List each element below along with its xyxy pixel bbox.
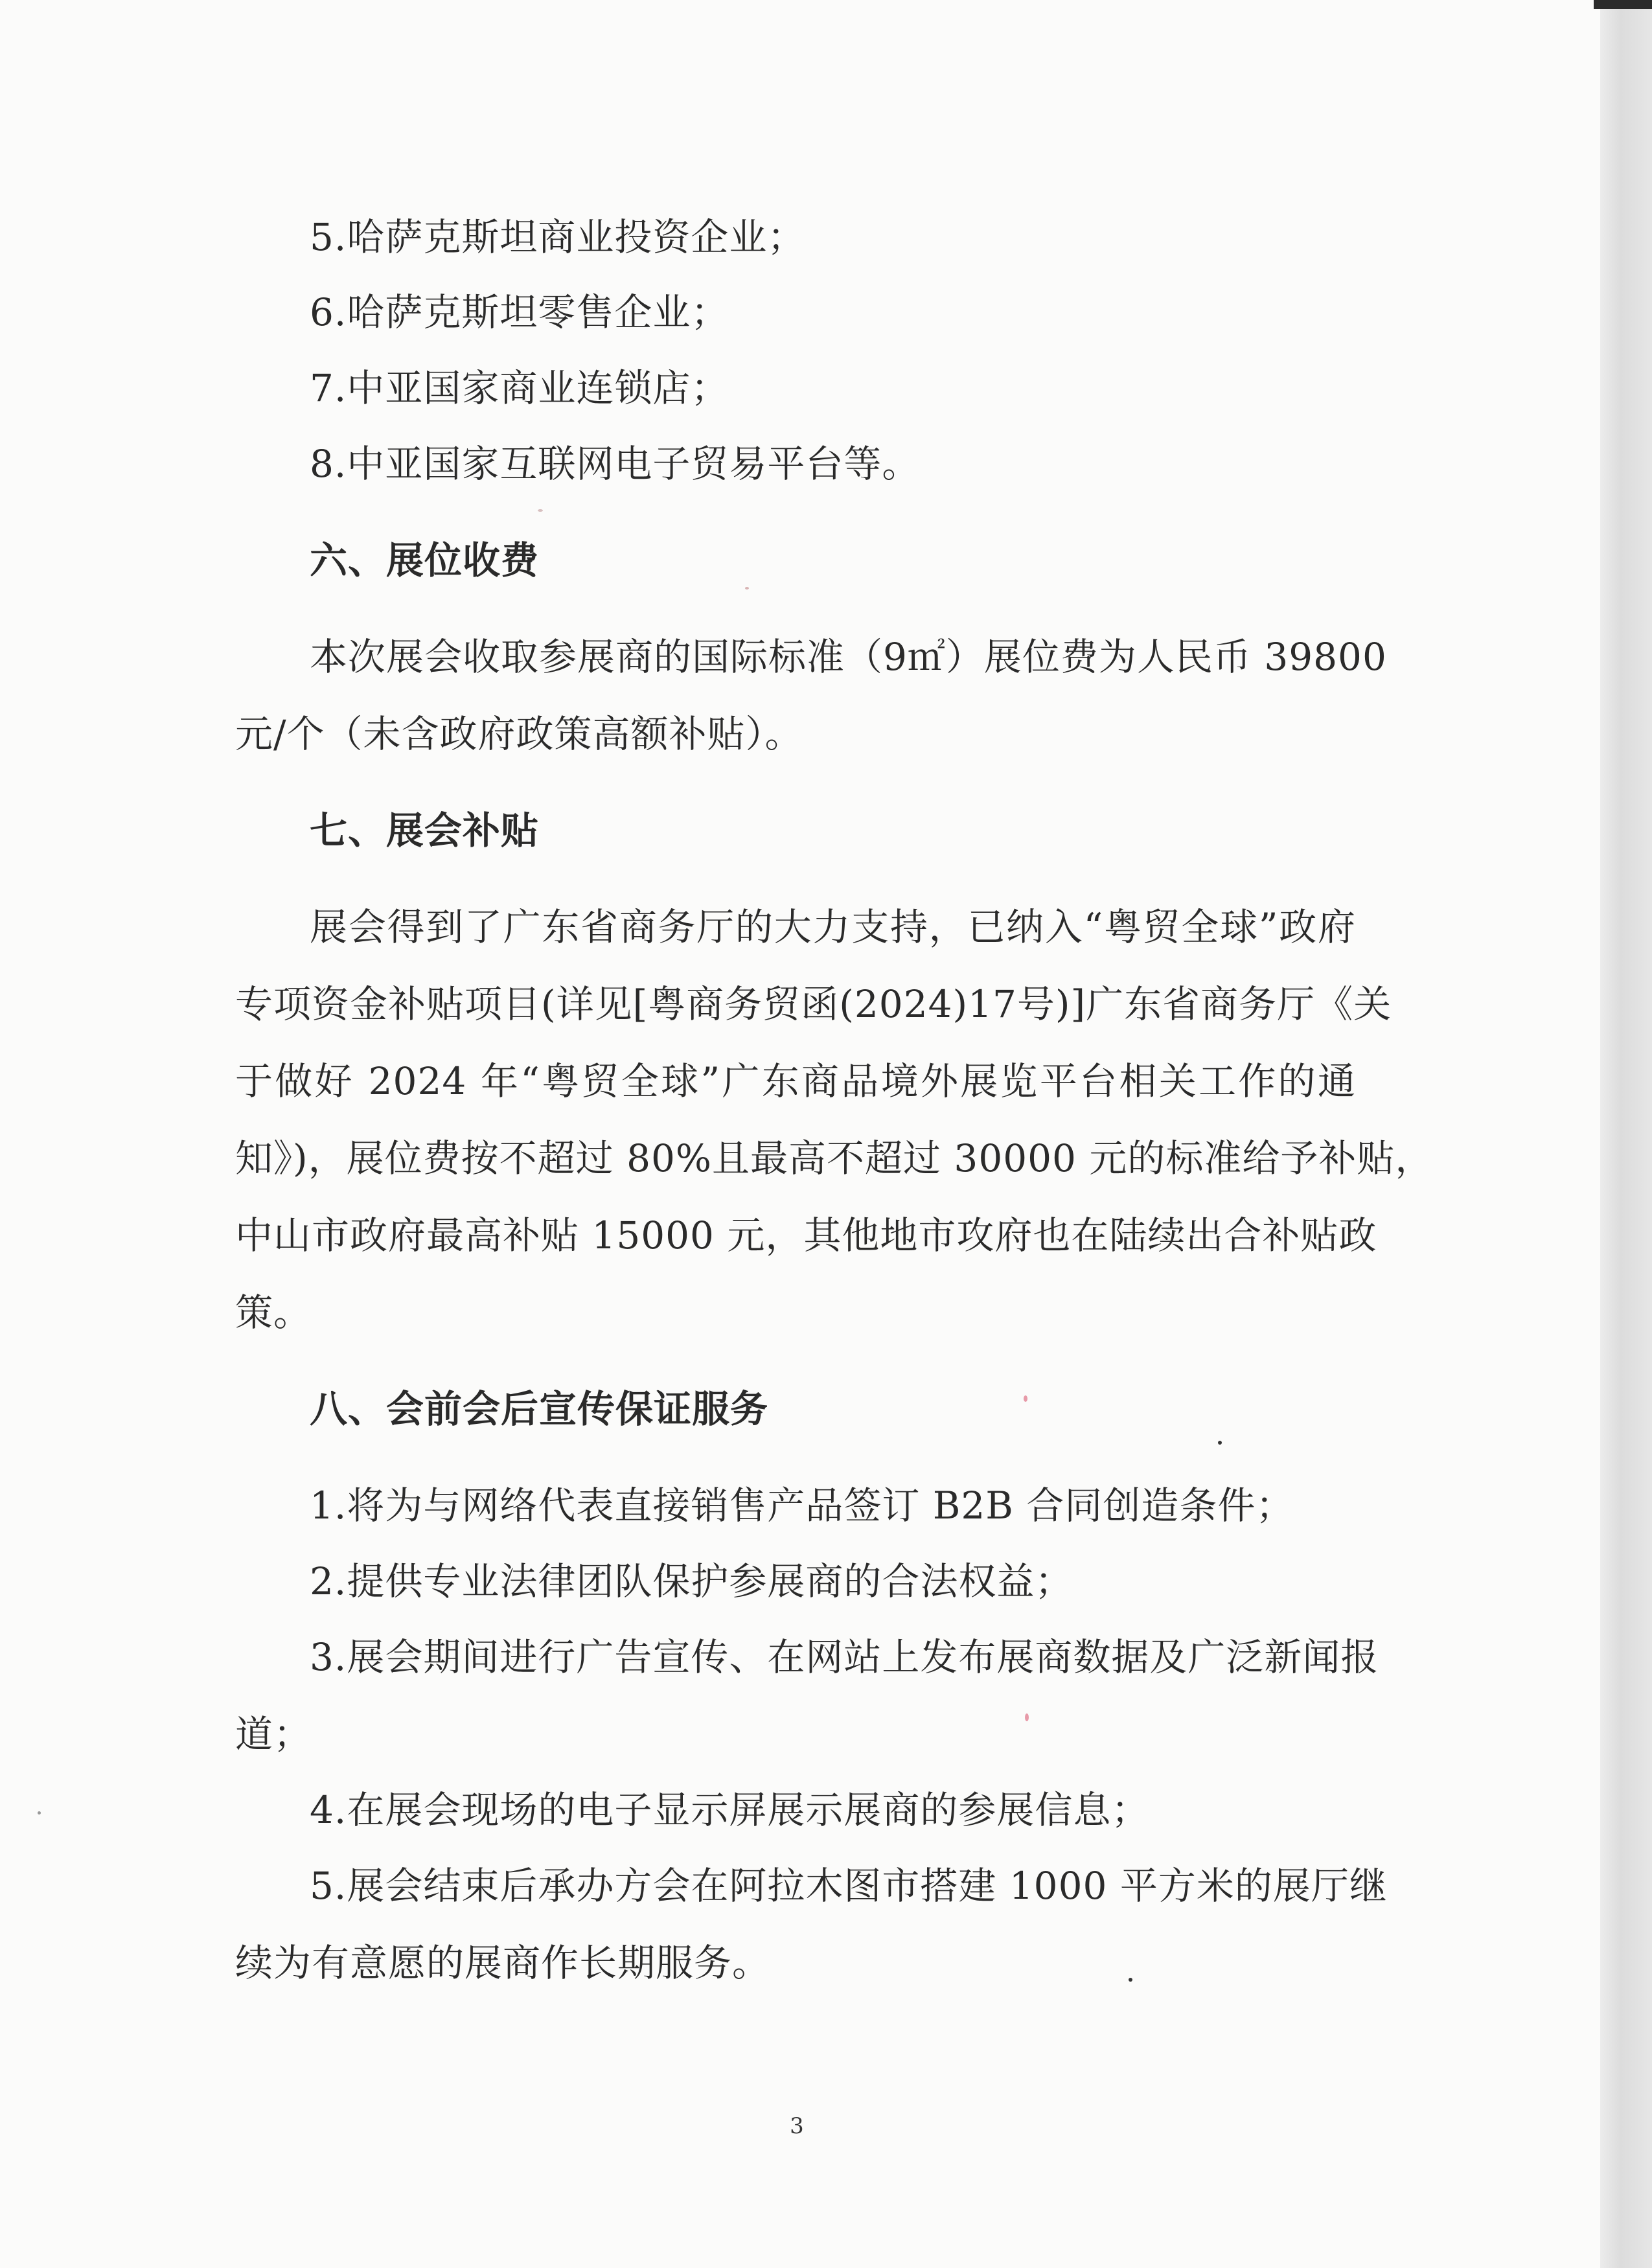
scan-speck: [1025, 1713, 1029, 1721]
list-item-continuation: 道；: [235, 1712, 312, 1756]
scan-edge-top: [1594, 0, 1652, 9]
list-item: 6.哈萨克斯坦零售企业；: [310, 290, 729, 334]
paragraph-line: 展会得到了广东省商务厅的大力支持，已纳入“粤贸全球”政府: [310, 905, 1356, 949]
paragraph-line: 中山市政府最高补贴 15000 元，其他地市攻府也在陆续出合补贴政: [235, 1213, 1377, 1257]
list-item: 2.提供专业法律团队保护参展商的合法权益；: [310, 1559, 1073, 1603]
list-item-continuation: 续为有意愿的展商作长期服务。: [235, 1941, 771, 1985]
list-item: 5.哈萨克斯坦商业投资企业；: [310, 215, 806, 259]
page-number: 3: [790, 2113, 804, 2139]
section-heading: 七、展会补贴: [310, 808, 540, 853]
list-item: 7.中亚国家商业连锁店；: [310, 366, 729, 410]
scan-speck: [1218, 1441, 1222, 1445]
scan-speck: [1129, 1978, 1132, 1982]
list-item: 8.中亚国家互联网电子贸易平台等。: [310, 442, 921, 486]
scan-speck: [1024, 1395, 1027, 1402]
scan-speck: [38, 1811, 41, 1815]
scan-speck: [538, 509, 543, 512]
section-heading: 八、会前会后宣传保证服务: [310, 1387, 769, 1431]
list-item: 1.将为与网络代表直接销售产品签订 B2B 合同创造条件；: [310, 1483, 1294, 1528]
paragraph-line: 知》)，展位费按不超过 80%且最高不超过 30000 元的标准给予补贴，: [235, 1136, 1434, 1180]
paragraph-line: 专项资金补贴项目(详见[粤商务贸函(2024)17号)]广东省商务厅《关: [235, 982, 1392, 1026]
section-heading: 六、展位收费: [310, 538, 540, 582]
scan-edge: [1600, 0, 1652, 2268]
list-item: 4.在展会现场的电子显示屏展示展商的参展信息；: [310, 1788, 1150, 1832]
paragraph-line: 于做好 2024 年“粤贸全球”广东商品境外展览平台相关工作的通: [235, 1059, 1356, 1103]
list-item: 3.展会期间进行广告宣传、在网站上发布展商数据及广泛新闻报: [310, 1635, 1379, 1679]
scan-speck: [745, 587, 749, 590]
paragraph-line: 策。: [235, 1290, 312, 1334]
list-item: 5.展会结束后承办方会在阿拉木图市搭建 1000 平方米的展厅继: [310, 1864, 1388, 1908]
paragraph-line: 元/个（未含政府政策高额补贴）。: [235, 712, 803, 756]
paragraph-line: 本次展会收取参展商的国际标准（9㎡）展位费为人民币 39800: [310, 635, 1387, 679]
